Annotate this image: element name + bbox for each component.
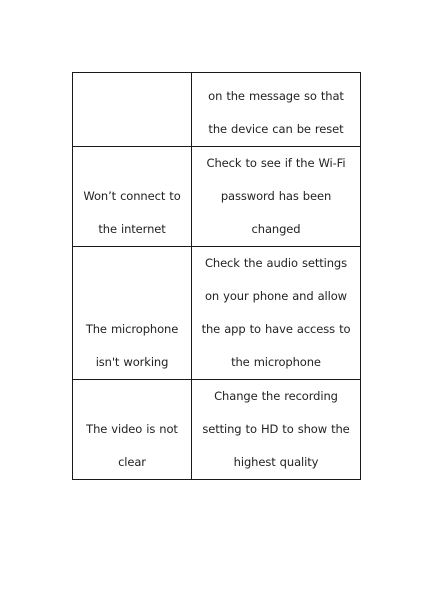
table-row: [73, 147, 361, 247]
table-row: [73, 73, 361, 147]
solution-text: Change the recording setting to HD to show the highest quality: [202, 389, 350, 469]
solution-cell: [192, 380, 361, 480]
table-row: [73, 380, 361, 480]
problem-cell: [73, 247, 192, 380]
solution-text: on the message so that the device can be reset: [208, 89, 344, 136]
problem-cell: [73, 147, 192, 247]
troubleshooting-table: [72, 72, 361, 480]
solution-text: Check to see if the Wi-Fi password has been changed: [206, 156, 346, 236]
table-row: [73, 247, 361, 380]
problem-cell: [73, 380, 192, 480]
problem-text: The microphone isn't working: [85, 322, 179, 369]
solution-cell: [192, 147, 361, 247]
solution-cell: [192, 73, 361, 147]
problem-text: Won’t connect to the internet: [83, 189, 181, 236]
solution-cell: [192, 247, 361, 380]
solution-text: Check the audio settings on your phone and allow the app to have access to the microphone: [201, 256, 351, 369]
problem-text: The video is not clear: [86, 422, 178, 469]
problem-cell: [73, 73, 192, 147]
